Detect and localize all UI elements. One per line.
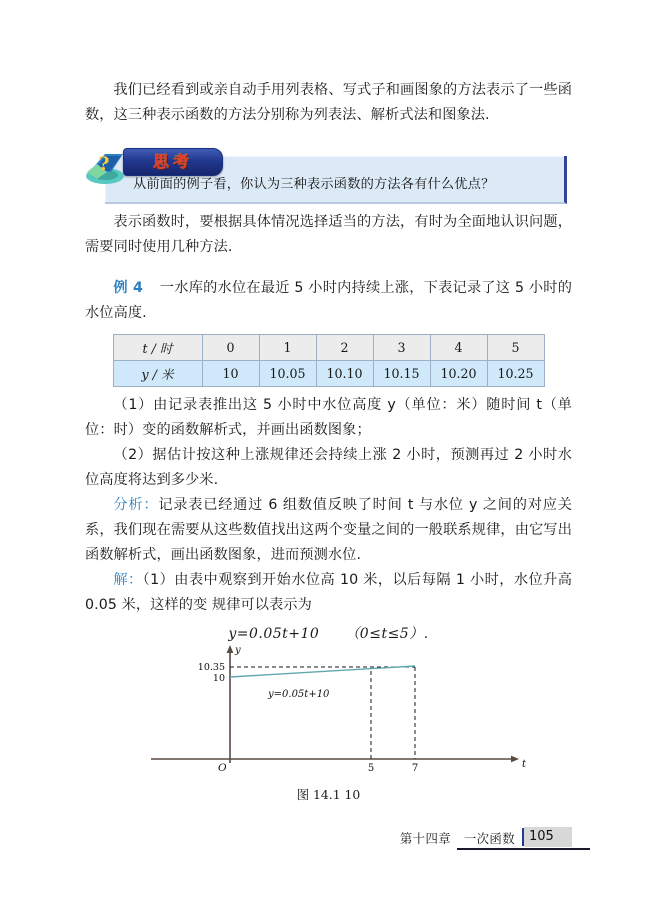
function-line xyxy=(230,666,415,677)
think-question: 从前面的例子看，你认为三种表示函数的方法各有什么优点？ xyxy=(133,177,495,192)
cell-t-1: 1 xyxy=(259,335,316,361)
think-banner xyxy=(123,148,223,176)
y-axis-label: y xyxy=(235,645,241,656)
cell-t-2: 2 xyxy=(316,335,373,361)
analysis-label: 分析： xyxy=(113,497,159,513)
data-table-wrapper xyxy=(85,334,572,387)
cell-y-5: 10.25 xyxy=(487,361,544,387)
footer-rule xyxy=(457,848,590,850)
cell-y-4: 10.20 xyxy=(430,361,487,387)
page-footer xyxy=(85,826,590,856)
figure-caption: 图 14.1 10 xyxy=(296,787,361,802)
analysis-paragraph xyxy=(85,493,572,568)
solution-text: （1）由表中观察到开始水位高 10 米，以后每隔 1 小时，水位升高 0.05 米，这样的变 规律可以表示为 xyxy=(85,572,572,613)
row-y-label: y / 米 xyxy=(113,361,202,387)
x-axis-label: t xyxy=(522,759,527,770)
y-tick-label-top: 10.35 xyxy=(197,662,225,673)
cell-y-0: 10 xyxy=(202,361,259,387)
origin-label: O xyxy=(218,762,227,774)
example-label: 例 4 xyxy=(113,280,143,296)
formula-expression: y=0.05t+10 xyxy=(228,626,320,642)
cell-y-2: 10.10 xyxy=(316,361,373,387)
cell-t-4: 4 xyxy=(430,335,487,361)
solution-label: 解： xyxy=(113,572,143,588)
intro-paragraph: 我们已经看到或亲自动手用列表格、写式子和画图象的方法表示了一些函数，这三种表示函数的方法分别称为列表法、解析式法和图象法. xyxy=(85,82,572,123)
cell-t-3: 3 xyxy=(373,335,430,361)
formula-domain: （0≤t≤5）. xyxy=(345,626,429,642)
cell-t-5: 5 xyxy=(487,335,544,361)
page-content xyxy=(85,78,572,805)
example-paragraph xyxy=(85,276,572,326)
question-2: （2）据估计按这种上涨规律还会持续上涨 2 小时，预测再过 2 小时水位高度将达到多少米. xyxy=(85,447,572,488)
question-mark-icon xyxy=(85,146,131,186)
footer-chapter-title: 第十四章 一次函数 xyxy=(399,831,515,846)
page-number: 105 xyxy=(524,827,572,847)
cell-y-1: 10.05 xyxy=(259,361,316,387)
y-axis-arrow xyxy=(227,645,234,653)
solution-paragraph xyxy=(85,568,572,618)
x-tick-label-5: 5 xyxy=(367,763,375,774)
graph-equation-label: y=0.05t+10 xyxy=(268,689,330,700)
cell-y-3: 10.15 xyxy=(373,361,430,387)
svg-text:?: ? xyxy=(98,153,110,175)
question-1: （1）由记录表推出这 5 小时中水位高度 y（单位：米）随时间 t（单位：时）变的函数解析式，并画出函数图象； xyxy=(85,397,572,438)
function-graph xyxy=(85,645,572,785)
example-text: 一水库的水位在最近 5 小时内持续上涨，下表记录了这 5 小时的水位高度. xyxy=(85,280,572,321)
paragraph-2: 表示函数时，要根据具体情况选择适当的方法，有时为全面地认识问题，需要同时使用几种方法. xyxy=(85,214,572,255)
y-tick-label-bottom: 10 xyxy=(212,673,225,684)
table-row-t xyxy=(113,335,544,361)
row-t-label: t / 时 xyxy=(113,335,202,361)
think-banner-label: 思考 xyxy=(152,152,193,171)
solution-formula xyxy=(85,623,572,643)
figure-14-1-10 xyxy=(85,645,572,805)
think-section xyxy=(85,148,572,210)
x-tick-label-7: 7 xyxy=(411,763,419,774)
x-axis-arrow xyxy=(511,756,519,763)
table-row-y xyxy=(113,361,544,387)
water-level-table xyxy=(113,334,545,387)
cell-t-0: 0 xyxy=(202,335,259,361)
analysis-text: 记录表已经通过 6 组数值反映了时间 t 与水位 y 之间的对应关系，我们现在需要从这些数值找出这两个变量之间的一般联系规律，由它写出函数解析式，画出函数图象，进而预测水位. xyxy=(85,497,572,563)
